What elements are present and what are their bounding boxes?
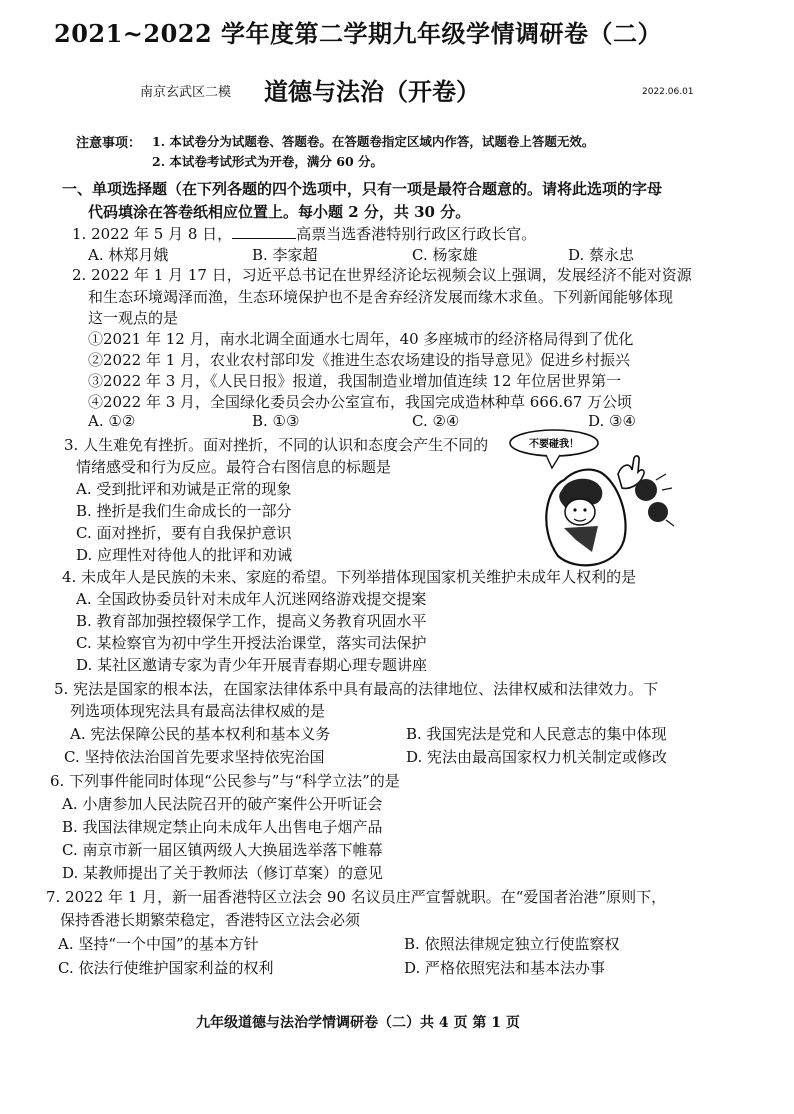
question-2-item-3: ③2022 年 3 月，《人民日报》报道，我国制造业增加值连续 12 年位居世界第一 [88,372,622,390]
stone-icon [648,502,668,522]
exam-title: 2021~2022 学年度第二学期九年级学情调研卷（二） [54,19,663,48]
page-footer: 九年级道德与法治学情调研卷（二）共 4 页 第 1 页 [196,1015,520,1031]
answer-blank [232,226,296,239]
question-4-option-d: D. 某社区邀请专家为青少年开展青春期心理专题讲座 [76,656,428,674]
section-heading-line1: 一、单项选择题（在下列各题的四个选项中，只有一项是最符合题意的。请将此选项的字母 [62,180,663,198]
question-5-option-c: C. 坚持依法治国首先要求坚持依宪治国 [64,748,325,766]
stone-icon [635,479,657,501]
question-1-option-c: C. 杨家雄 [412,246,478,264]
question-7-stem: 7. 2022 年 1 月，新一届香港特区立法会 90 名议员庄严宣誓就职。在“爱国者治港”原则下， [46,888,667,906]
question-7-option-d: D. 严格依照宪法和基本法办事 [404,959,606,977]
question-2-item-2: ②2022 年 1 月，农业农村部印发《推进生态农场建设的指导意见》促进乡村振兴 [88,351,631,369]
notice-item: 2. 本试卷考试形式为开卷，满分 60 分。 [152,154,384,169]
question-6-option-a: A. 小唐参加人民法院召开的破产案件公开听证会 [62,795,383,813]
question-1-option-b: B. 李家超 [252,246,318,264]
question-5-option-b: B. 我国宪法是党和人民意志的集中体现 [406,725,667,743]
question-3-option-c: C. 面对挫折，要有自我保护意识 [76,524,292,542]
speech-bubble-text: 不要碰我！ [529,439,579,450]
question-3-option-a: A. 受到批评和劝诫是正常的现象 [76,480,292,498]
question-3-option-d: D. 应理性对待他人的批评和劝诫 [76,546,293,564]
question-6-stem: 6. 下列事件能同时体现“公民参与”与“科学立法”的是 [50,772,400,790]
question-1-option-d: D. 蔡永忠 [568,246,635,264]
speech-bubble-tail [546,455,560,468]
exam-date: 2022.06.01 [642,87,694,97]
question-4-option-b: B. 教育部加强控辍保学工作，提高义务教育巩固水平 [76,612,427,630]
question-6-option-b: B. 我国法律规定禁止向未成年人出售电子烟产品 [62,818,383,836]
question-2-stem: 和生态环境竭泽而渔，生态环境保护也不是舍弃经济发展而缘木求鱼。下列新闻能够体现 [88,288,674,306]
question-5-option-d: D. 宪法由最高国家权力机关制定或修改 [406,748,668,766]
question-7-option-b: B. 依照法律规定独立行使监察权 [404,935,620,953]
question-2-item-1: ①2021 年 12 月，南水北调全面通水七周年，40 多座城市的经济格局得到了优化 [88,330,634,348]
question-7-option-a: A. 坚持“一个中国”的基本方针 [58,935,259,953]
question-4-option-c: C. 某检察官为初中学生开授法治课堂，落实司法保护 [76,634,427,652]
question-1-stem [72,223,536,244]
notice-label: 注意事项： [76,136,142,151]
question-6-option-c: C. 南京市新一届区镇两级人大换届选举落下帷幕 [62,841,383,859]
question-2-item-4: ④2022 年 3 月，全国绿化委员会办公室宣布，我国完成造林种草 666.67 万公顷 [88,393,633,411]
question-1-option-a: A. 林郑月娥 [88,246,169,264]
question-4-stem: 4. 未成年人是民族的未来、家庭的希望。下列举措体现国家机关维护未成年人权利的是 [62,568,637,586]
question-2-option-c: C. ②④ [412,412,460,430]
character-eye [573,508,576,511]
question-4-option-a: A. 全国政协委员针对未成年人沉迷网络游戏提交提案 [76,590,427,608]
question-1-stem-after: 高票当选香港特别行政区行政长官。 [296,225,537,243]
question-5-stem: 列选项体现宪法具有最高法律权威的是 [70,702,326,720]
question-6-option-d: D. 某教师提出了关于教师法（修订草案）的意见 [62,864,384,882]
question-5-stem: 5. 宪法是国家的根本法，在国家法律体系中具有最高的法律地位、法律权威和法律效力。下 [54,680,659,698]
question-5-option-a: A. 宪法保障公民的基本权利和基本义务 [70,725,331,743]
character-eye [583,508,586,511]
exam-subject: 道德与法治（开卷） [264,77,480,106]
question-3-stem: 情绪感受和行为反应。最符合右图信息的标题是 [76,458,392,476]
question-2-option-d: D. ③④ [588,412,636,430]
question-2-stem: 这一观点的是 [88,309,179,327]
question-3-stem: 3. 人生难免有挫折。面对挫折，不同的认识和态度会产生不同的 [64,436,489,454]
question-7-stem: 保持香港长期繁荣稳定，香港特区立法会必须 [60,911,361,929]
question-2-option-b: B. ①③ [252,412,300,430]
question-1-stem-before: 1. 2022 年 5 月 8 日， [72,225,233,243]
notice-item: 1. 本试卷分为试题卷、答题卷。在答题卷指定区域内作答，试题卷上答题无效。 [152,134,595,149]
question-2-option-a: A. ①② [88,412,136,430]
cartoon-illustration [506,428,676,568]
section-heading-line2: 代码填涂在答卷纸相应位置上。每小题 2 分，共 30 分。 [88,203,471,221]
question-2-stem: 2. 2022 年 1 月 17 日，习近平总书记在世界经济论坛视频会议上强调，发展经济不能对资源 [72,266,692,284]
exam-region: 南京玄武区二模 [140,85,232,100]
question-7-option-c: C. 依法行使维护国家利益的权利 [58,959,274,977]
question-3-option-b: B. 挫折是我们生命成长的一部分 [76,502,292,520]
